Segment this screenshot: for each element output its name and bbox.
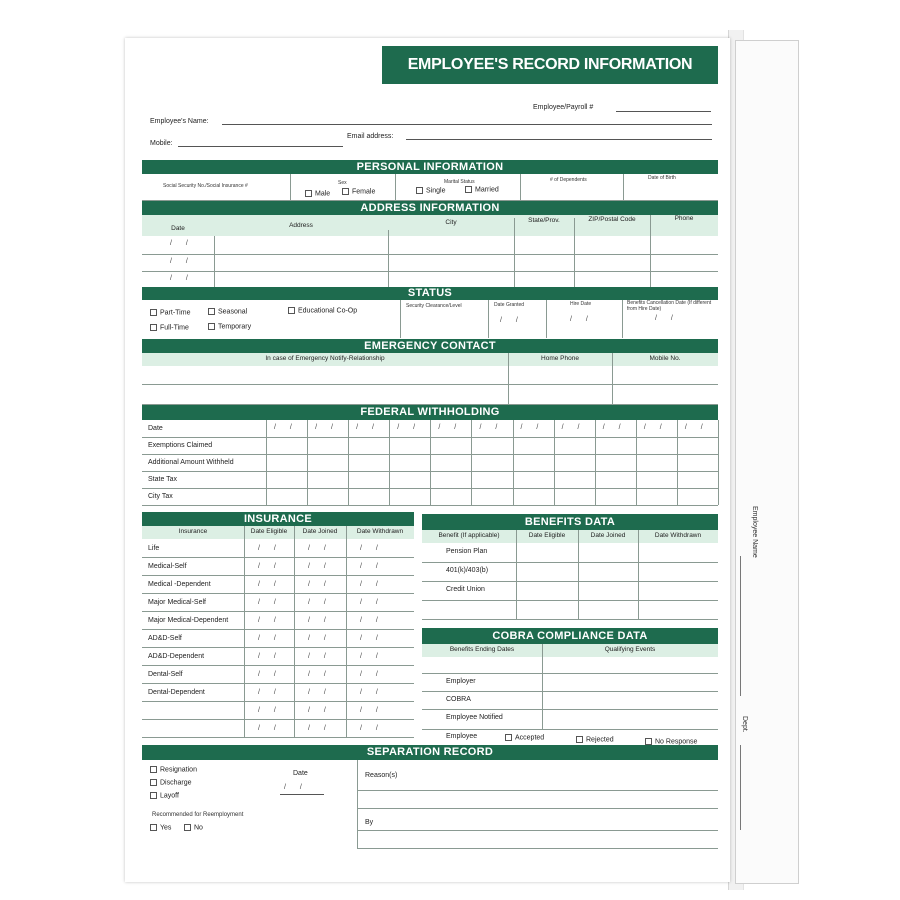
temporary-text: Temporary bbox=[218, 323, 252, 331]
insurance-date-cell[interactable]: / / bbox=[258, 689, 282, 696]
insurance-date-cell[interactable]: / / bbox=[258, 671, 282, 678]
benefits-row-label: Credit Union bbox=[446, 586, 485, 593]
benefits-col-line bbox=[516, 530, 517, 619]
insurance-date-cell[interactable]: / / bbox=[360, 581, 384, 588]
benefits-col-joined: Date Joined bbox=[590, 532, 626, 539]
yes-text: Yes bbox=[160, 824, 172, 832]
insurance-row-label: Major Medical-Dependent bbox=[148, 617, 229, 624]
sex-label: Sex bbox=[338, 180, 347, 186]
female-text: Female bbox=[352, 188, 376, 196]
cobra-band: COBRA COMPLIANCE DATA bbox=[422, 628, 718, 644]
federal-col-line bbox=[307, 420, 308, 505]
insurance-row-line bbox=[142, 719, 414, 720]
federal-date-cell[interactable]: / / bbox=[602, 424, 627, 431]
federal-row-label: Date bbox=[148, 425, 163, 432]
insurance-row-label: AD&D-Dependent bbox=[148, 653, 205, 660]
employee-payroll-label: Employee/Payroll # bbox=[533, 104, 594, 111]
emergency-header-row bbox=[142, 353, 718, 366]
cobra-col-qualifying: Qualifying Events bbox=[604, 646, 656, 653]
male-checkbox[interactable] bbox=[305, 190, 312, 197]
emergency-col-home: Home Phone bbox=[541, 355, 579, 362]
emergency-col-line-1 bbox=[508, 353, 509, 404]
seasonal-text: Seasonal bbox=[218, 308, 248, 316]
separation-date-underline bbox=[280, 794, 324, 795]
seasonal-option[interactable] bbox=[208, 308, 247, 315]
side-tab-dept: Dept. bbox=[741, 716, 748, 733]
insurance-row-label: Medical -Dependent bbox=[148, 581, 211, 588]
accepted-text: Accepted bbox=[515, 734, 545, 742]
cobra-row-notified: Employee Notified bbox=[446, 714, 503, 721]
insurance-row-line bbox=[142, 557, 414, 558]
insurance-col-line bbox=[244, 526, 245, 737]
benefits-header-row bbox=[422, 530, 718, 543]
address-info-band: ADDRESS INFORMATION bbox=[142, 201, 718, 215]
address-date-2[interactable]: / / bbox=[170, 258, 194, 265]
married-text: Married bbox=[475, 186, 499, 194]
insurance-date-cell[interactable]: / / bbox=[308, 689, 332, 696]
no-response-checkbox[interactable] bbox=[645, 738, 652, 745]
single-checkbox[interactable] bbox=[416, 187, 423, 194]
insurance-row-line bbox=[142, 575, 414, 576]
emergency-col-line-2 bbox=[612, 353, 613, 404]
insurance-row-line bbox=[142, 737, 414, 738]
insurance-date-cell[interactable]: / / bbox=[308, 671, 332, 678]
temporary-option[interactable] bbox=[208, 323, 251, 330]
address-col-state: State/Prov. bbox=[528, 217, 560, 224]
federal-date-cell[interactable]: / / bbox=[315, 424, 339, 431]
personal-divider-3 bbox=[520, 174, 521, 200]
accepted-option[interactable] bbox=[505, 734, 544, 741]
address-col-line-3 bbox=[514, 218, 515, 287]
layoff-text: Layoff bbox=[160, 792, 179, 800]
address-col-address: Address bbox=[289, 222, 313, 229]
no-option[interactable] bbox=[184, 824, 203, 831]
federal-date-cell[interactable]: / / bbox=[643, 424, 668, 431]
federal-row-label: City Tax bbox=[148, 493, 173, 500]
federal-date-cell[interactable]: / / bbox=[438, 424, 463, 431]
insurance-col-joined: Date Joined bbox=[302, 528, 338, 535]
insurance-col-line bbox=[294, 526, 295, 737]
insurance-row-label: Medical-Self bbox=[148, 563, 187, 570]
side-line-dept bbox=[740, 745, 741, 830]
benefits-band: BENEFITS DATA bbox=[422, 514, 718, 530]
federal-date-cell[interactable]: / / bbox=[561, 424, 586, 431]
cobra-col-line bbox=[542, 644, 543, 730]
resignation-option[interactable] bbox=[150, 766, 197, 773]
full-time-option[interactable] bbox=[150, 324, 189, 331]
insurance-date-cell[interactable]: / / bbox=[360, 545, 384, 552]
federal-col-line bbox=[266, 420, 267, 505]
cobra-col-ending: Benefits Ending Dates bbox=[449, 646, 515, 653]
status-divider-2 bbox=[488, 300, 489, 338]
federal-date-cell[interactable]: / / bbox=[479, 424, 504, 431]
address-header-row bbox=[142, 215, 718, 236]
federal-row-label: State Tax bbox=[148, 476, 178, 483]
insurance-date-cell[interactable]: / / bbox=[308, 617, 332, 624]
part-time-option[interactable] bbox=[150, 309, 190, 316]
federal-date-cell[interactable]: / / bbox=[356, 424, 381, 431]
federal-col-line bbox=[348, 420, 349, 505]
benefits-col-eligible: Date Eligible bbox=[528, 532, 566, 539]
insurance-date-cell[interactable]: / / bbox=[258, 653, 282, 660]
married-option[interactable] bbox=[465, 186, 499, 193]
marital-label: Marital Status bbox=[444, 179, 475, 185]
male-text: Male bbox=[315, 190, 331, 198]
address-date-1[interactable]: / / bbox=[170, 240, 194, 247]
cobra-employee-label: Employee bbox=[446, 733, 478, 740]
benefits-cancel-field[interactable]: / / bbox=[655, 315, 679, 322]
insurance-date-cell[interactable]: / / bbox=[308, 725, 332, 732]
insurance-date-cell[interactable]: / / bbox=[258, 581, 282, 588]
temporary-checkbox[interactable] bbox=[208, 323, 215, 330]
federal-col-line bbox=[677, 420, 678, 505]
hire-date-field[interactable]: / / bbox=[570, 316, 594, 323]
federal-date-cell[interactable]: / / bbox=[684, 424, 709, 431]
reasons-label: Reason(s) bbox=[365, 772, 398, 779]
date-granted-field[interactable]: / / bbox=[500, 317, 524, 324]
federal-band: FEDERAL WITHHOLDING bbox=[142, 405, 718, 420]
email-field[interactable] bbox=[406, 139, 712, 140]
insurance-date-cell[interactable]: / / bbox=[308, 545, 332, 552]
coop-text: Educational Co-Op bbox=[298, 307, 358, 315]
rejected-option[interactable] bbox=[576, 736, 614, 743]
benefits-row-line bbox=[422, 619, 718, 620]
separation-bottom-line bbox=[357, 848, 718, 849]
insurance-row-label: Life bbox=[148, 545, 160, 552]
dob-label: Date of Birth bbox=[648, 175, 676, 181]
insurance-date-cell[interactable]: / / bbox=[360, 599, 384, 606]
federal-col-line bbox=[554, 420, 555, 505]
insurance-row-line bbox=[142, 701, 414, 702]
cobra-row-employer: Employer bbox=[446, 678, 476, 685]
side-tab-employee-name: Employee Name bbox=[751, 506, 758, 558]
insurance-date-cell[interactable]: / / bbox=[258, 707, 282, 714]
male-option[interactable] bbox=[305, 190, 330, 197]
insurance-date-cell[interactable]: / / bbox=[308, 653, 332, 660]
seasonal-checkbox[interactable] bbox=[208, 308, 215, 315]
full-time-checkbox[interactable] bbox=[150, 324, 157, 331]
insurance-date-cell[interactable]: / / bbox=[360, 563, 384, 570]
insurance-row-label: AD&D-Self bbox=[148, 635, 182, 642]
federal-row-label: Exemptions Claimed bbox=[148, 442, 213, 449]
insurance-date-cell[interactable]: / / bbox=[258, 725, 282, 732]
insurance-date-cell[interactable]: / / bbox=[360, 653, 384, 660]
dependents-label: # of Dependents bbox=[550, 177, 587, 183]
reasons-line-1[interactable] bbox=[357, 790, 718, 791]
employee-name-field[interactable] bbox=[222, 124, 712, 125]
insurance-header-row bbox=[142, 526, 414, 539]
emergency-col-notify: In case of Emergency Notify-Relationship bbox=[265, 355, 385, 362]
insurance-row-label: Major Medical-Self bbox=[148, 599, 206, 606]
emergency-col-mobile: Mobile No. bbox=[649, 355, 681, 362]
insurance-date-cell[interactable]: / / bbox=[360, 635, 384, 642]
no-response-text: No Response bbox=[655, 738, 698, 746]
benefits-row-line bbox=[422, 581, 718, 582]
insurance-date-cell[interactable]: / / bbox=[258, 617, 282, 624]
resignation-checkbox[interactable] bbox=[150, 766, 157, 773]
benefits-cancel-label: Benefits Cancellation Date (If different from Hire Date) bbox=[627, 300, 712, 312]
address-col-date: Date bbox=[171, 225, 185, 232]
by-line[interactable] bbox=[357, 830, 718, 831]
employee-name-label: Employee's Name: bbox=[150, 118, 209, 125]
benefits-col-withdrawn: Date Withdrawn bbox=[654, 532, 702, 539]
discharge-option[interactable] bbox=[150, 779, 192, 786]
insurance-row-label: Dental-Self bbox=[148, 671, 183, 678]
federal-row-label: Additional Amount Withheld bbox=[148, 459, 234, 466]
discharge-checkbox[interactable] bbox=[150, 779, 157, 786]
federal-col-line bbox=[718, 420, 719, 505]
address-col-phone: Phone bbox=[674, 215, 694, 222]
coop-checkbox[interactable] bbox=[288, 307, 295, 314]
layoff-option[interactable] bbox=[150, 792, 179, 799]
insurance-row-line bbox=[142, 593, 414, 594]
no-checkbox[interactable] bbox=[184, 824, 191, 831]
insurance-col-withdrawn: Date Withdrawn bbox=[356, 528, 404, 535]
benefits-col-line bbox=[638, 530, 639, 619]
cobra-row-line-1 bbox=[422, 673, 718, 674]
insurance-date-cell[interactable]: / / bbox=[308, 563, 332, 570]
side-line-name bbox=[740, 556, 741, 696]
insurance-row-label: Dental-Dependent bbox=[148, 689, 205, 696]
part-time-text: Part-Time bbox=[160, 309, 191, 317]
federal-row-line bbox=[142, 505, 718, 506]
separation-date-field[interactable]: / / bbox=[284, 784, 308, 791]
address-col-line-4 bbox=[574, 218, 575, 287]
date-granted-label: Date Granted bbox=[494, 302, 525, 308]
resignation-text: Resignation bbox=[160, 766, 197, 774]
cobra-row-line-2 bbox=[422, 691, 718, 692]
by-label: By bbox=[365, 819, 374, 826]
federal-col-line bbox=[389, 420, 390, 505]
female-checkbox[interactable] bbox=[342, 188, 349, 195]
insurance-col-line bbox=[346, 526, 347, 737]
personal-info-band: PERSONAL INFORMATION bbox=[142, 160, 718, 174]
no-text: No bbox=[194, 824, 203, 832]
married-checkbox[interactable] bbox=[465, 186, 472, 193]
discharge-text: Discharge bbox=[160, 779, 192, 787]
address-col-line-1 bbox=[214, 236, 215, 287]
cobra-row-line-3 bbox=[422, 709, 718, 710]
separation-divider bbox=[357, 760, 358, 848]
insurance-row-line bbox=[142, 683, 414, 684]
mobile-field[interactable] bbox=[178, 146, 343, 147]
address-col-zip: ZIP/Postal Code bbox=[588, 216, 636, 223]
benefits-row-label: Pension Plan bbox=[446, 548, 488, 555]
federal-col-line bbox=[430, 420, 431, 505]
address-row-line-2 bbox=[142, 271, 718, 272]
accepted-checkbox[interactable] bbox=[505, 734, 512, 741]
insurance-date-cell[interactable]: / / bbox=[258, 635, 282, 642]
address-col-line-2 bbox=[388, 230, 389, 287]
insurance-row-line bbox=[142, 665, 414, 666]
insurance-row-line bbox=[142, 611, 414, 612]
reasons-line-2[interactable] bbox=[357, 808, 718, 809]
federal-date-cell[interactable]: / / bbox=[274, 424, 298, 431]
insurance-row-line bbox=[142, 647, 414, 648]
federal-col-line bbox=[513, 420, 514, 505]
federal-date-cell[interactable]: / / bbox=[397, 424, 422, 431]
cobra-header-row bbox=[422, 644, 718, 657]
separation-date-label: Date bbox=[293, 770, 308, 777]
rejected-checkbox[interactable] bbox=[576, 736, 583, 743]
benefits-col-benefit: Benefit (If applicable) bbox=[438, 532, 500, 539]
insurance-col-insurance: Insurance bbox=[178, 528, 208, 535]
personal-divider-2 bbox=[395, 174, 396, 200]
insurance-row-line bbox=[142, 629, 414, 630]
insurance-date-cell[interactable]: / / bbox=[360, 617, 384, 624]
personal-divider-1 bbox=[290, 174, 291, 200]
status-divider-4 bbox=[622, 300, 623, 338]
status-divider-3 bbox=[546, 300, 547, 338]
single-option[interactable] bbox=[416, 187, 445, 194]
emergency-band: EMERGENCY CONTACT bbox=[142, 339, 718, 353]
yes-option[interactable] bbox=[150, 824, 171, 831]
form-title: EMPLOYEE'S RECORD INFORMATION bbox=[382, 46, 718, 84]
insurance-date-cell[interactable]: / / bbox=[308, 707, 332, 714]
cobra-row-cobra: COBRA bbox=[446, 696, 471, 703]
insurance-date-cell[interactable]: / / bbox=[258, 563, 282, 570]
insurance-date-cell[interactable]: / / bbox=[308, 581, 332, 588]
address-row-line-1 bbox=[142, 254, 718, 255]
rejected-text: Rejected bbox=[586, 736, 614, 744]
hire-date-label: Hire Date bbox=[570, 301, 592, 307]
folder-back bbox=[735, 40, 799, 884]
full-time-text: Full-Time bbox=[160, 324, 189, 332]
mobile-label: Mobile: bbox=[150, 140, 173, 147]
part-time-checkbox[interactable] bbox=[150, 309, 157, 316]
single-text: Single bbox=[426, 187, 446, 195]
benefits-row-line bbox=[422, 600, 718, 601]
insurance-date-cell[interactable]: / / bbox=[308, 635, 332, 642]
employee-payroll-field[interactable] bbox=[616, 111, 711, 112]
cobra-row-line-4 bbox=[422, 729, 718, 730]
status-divider-1 bbox=[400, 300, 401, 338]
insurance-date-cell[interactable]: / / bbox=[360, 707, 384, 714]
personal-divider-4 bbox=[623, 174, 624, 200]
federal-col-line bbox=[595, 420, 596, 505]
insurance-date-cell[interactable]: / / bbox=[360, 671, 384, 678]
address-date-3[interactable]: / / bbox=[170, 275, 194, 282]
federal-col-line bbox=[471, 420, 472, 505]
benefits-row-line bbox=[422, 562, 718, 563]
recommended-label: Recommended for Reemployment bbox=[152, 812, 244, 818]
federal-date-cell[interactable]: / / bbox=[520, 424, 545, 431]
insurance-band: INSURANCE bbox=[142, 512, 414, 526]
address-col-city: City bbox=[445, 219, 457, 226]
insurance-date-cell[interactable]: / / bbox=[258, 599, 282, 606]
benefits-col-line bbox=[578, 530, 579, 619]
layoff-checkbox[interactable] bbox=[150, 792, 157, 799]
insurance-date-cell[interactable]: / / bbox=[360, 689, 384, 696]
ssn-label: Social Security No./Social Insurance # bbox=[163, 183, 248, 189]
insurance-col-eligible: Date Eligible bbox=[250, 528, 288, 535]
emergency-row-line-1 bbox=[142, 384, 718, 385]
security-label: Security Clearance/Level bbox=[406, 303, 462, 309]
email-label: Email address: bbox=[347, 133, 394, 140]
yes-checkbox[interactable] bbox=[150, 824, 157, 831]
insurance-date-cell[interactable]: / / bbox=[258, 545, 282, 552]
status-band: STATUS bbox=[142, 287, 718, 300]
female-option[interactable] bbox=[342, 188, 375, 195]
benefits-row-label: 401(k)/403(b) bbox=[446, 567, 489, 574]
separation-band: SEPARATION RECORD bbox=[142, 745, 718, 760]
address-col-line-5 bbox=[650, 215, 651, 287]
coop-option[interactable] bbox=[288, 307, 357, 314]
insurance-date-cell[interactable]: / / bbox=[360, 725, 384, 732]
federal-col-line bbox=[636, 420, 637, 505]
insurance-date-cell[interactable]: / / bbox=[308, 599, 332, 606]
